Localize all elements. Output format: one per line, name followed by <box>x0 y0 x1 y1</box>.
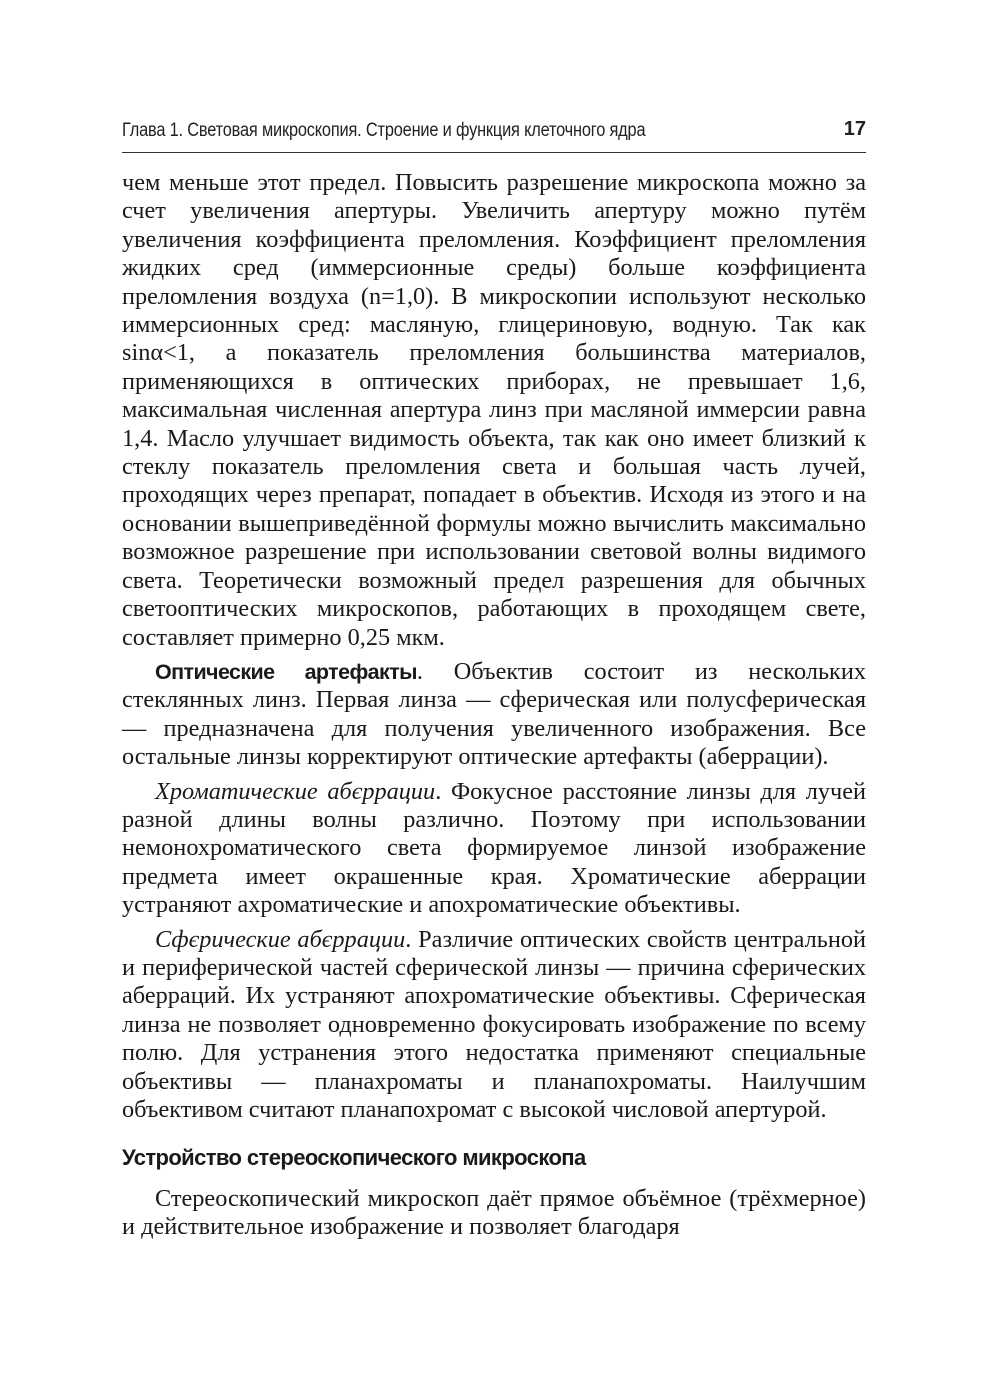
term-optical-artifacts: Оптические артефакты <box>155 659 417 684</box>
running-title: Глава 1. Световая микроскопия. Строение и функция клеточного ядра <box>122 120 646 141</box>
paragraph-resolution <box>122 169 866 652</box>
paragraph-text: . Объектив состоит из нескольких стеклянных линз. Первая линза — сферическая или полусферическая — предназначена для получения увеличенного изображения. Все остальные линзы корректируют оптические артефакты (аберрации). <box>122 657 866 771</box>
term-spherical-aberrations: Сфєрические абєррации <box>155 925 406 953</box>
section-heading: Устройство стереоскопического микроскопа <box>122 1145 586 1171</box>
paragraph-text: Стереоскопический микроскоп даёт прямое объёмное (трёхмерное) и действительное изображение и позволяет благодаря <box>122 1184 866 1241</box>
body-text <box>122 169 866 1248</box>
page-header <box>122 118 866 153</box>
paragraph-text: чем меньше этот предел. Повысить разрешение микроскопа можно за счет увеличения апертуры. Увеличить апертуру можно путём увеличения коэффициента преломления. Коэффициент преломления жидких сред (иммерсионные среды) больше коэффициента преломления воздуха (n=1,0). В микроскопии используют несколько иммерсионных сред: масляную, глицериновую, водную. Так как sinα<1, а показатель преломления большинства материалов, применяющихся в оптических приборах, не превышает 1,6, максимальная численная апертура линз при масляной иммерсии равна 1,4. Масло улучшает видимость объекта, так как оно имеет близкий к стеклу показатель преломления света и большая часть лучей, проходящих через препарат, попадает в объектив. Исходя из этого и на основании вышеприведённой формулы можно вычислить максимально возможное разрешение при использовании световой волны видимого света. Теоретически возможный предел разрешения для обычных светооптических микроскопов, работающих в проходящем свете, составляет примерно 0,25 мкм. <box>122 169 866 651</box>
paragraph-spherical-aberrations <box>122 926 866 1125</box>
paragraph-text: . Фокусное расстояние линзы для лучей разной длины волны различно. Поэтому при использовании немонохроматического света формируемое линзой изображение предмета имеет окрашенные края. Хроматические аберрации устраняют ахроматические и апохроматические объективы. <box>122 777 866 919</box>
paragraph-stereo-microscope <box>122 1185 866 1242</box>
paragraph-chromatic-aberrations <box>122 778 866 920</box>
page-number: 17 <box>843 118 866 140</box>
paragraph-optical-artifacts <box>122 658 866 772</box>
paragraph-text: . Различие оптических свойств центральной и периферической частей сферической линзы — причина сферических аберраций. Их устраняют апохроматические объективы. Сферическая линза не позволяет одновременно фокусировать изображение по всему полю. Для устранения этого недостатка применяют специальные объективы — планахроматы и планапохроматы. Наилучшим объективом считают планапохромат с высокой числовой апертурой. <box>122 925 866 1123</box>
term-chromatic-aberrations: Хроматические абєррации <box>155 777 436 805</box>
